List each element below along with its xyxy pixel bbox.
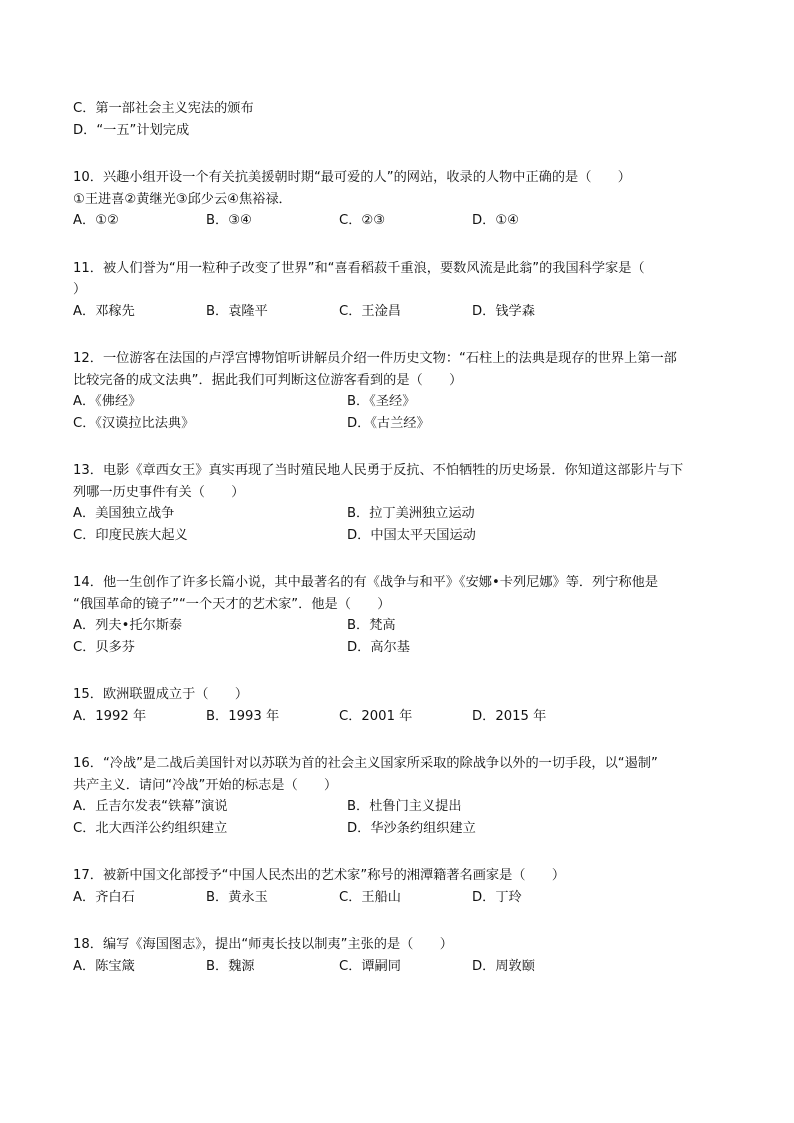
option-a: A．齐白石	[73, 889, 135, 905]
options-row	[73, 301, 733, 323]
exam-page	[73, 98, 733, 977]
option-c: C．《汉谟拉比法典》	[73, 415, 195, 431]
options-row	[73, 796, 733, 818]
option-b: B．袁隆平	[206, 303, 268, 319]
option-b: B．《圣经》	[347, 394, 416, 409]
option-d: D．华沙条约组织建立	[347, 820, 476, 836]
option-d: D．周敦颐	[472, 958, 535, 974]
options-row	[73, 818, 733, 840]
option-b: B．拉丁美洲独立运动	[347, 506, 475, 521]
option-b: B．梵高	[347, 618, 396, 633]
question-text: 18．编写《海国图志》，提出“师夷长技以制夷”主张的是（ ）	[73, 937, 453, 952]
option-d: D．“一五”计划完成	[73, 122, 190, 138]
question-text: 10．兴趣小组开设一个有关抗美援朝时期“最可爱的人”的网站，收录的人物中正确的是（ ）	[73, 170, 631, 185]
option-b: B．杜鲁门主义提出	[347, 799, 462, 814]
question-text: 共产主义．请问“冷战”开始的标志是（ ）	[73, 777, 338, 793]
options-row	[73, 706, 733, 728]
option-d: D．①④	[472, 213, 519, 228]
question-10	[73, 167, 733, 232]
question-text: ）	[73, 282, 87, 297]
option-c: C．王船山	[339, 889, 401, 905]
question-13	[73, 460, 733, 546]
question-9-tail	[73, 98, 733, 141]
option-a: A．列夫•托尔斯泰	[73, 618, 183, 633]
option-a: A．丘吉尔发表“铁幕”演说	[73, 799, 228, 814]
options-row	[73, 956, 733, 978]
options-row	[73, 391, 733, 413]
option-b: B．1993 年	[206, 708, 280, 724]
option-a: A．邓稼先	[73, 303, 135, 319]
question-15	[73, 684, 733, 727]
question-18	[73, 934, 733, 977]
option-c: C．印度民族大起义	[73, 527, 188, 543]
question-14	[73, 572, 733, 658]
option-c: C．2001 年	[339, 708, 413, 724]
option-a: A．美国独立战争	[73, 506, 175, 521]
option-c: C．②③	[339, 213, 386, 228]
option-d: D．高尔基	[347, 639, 410, 655]
question-12	[73, 348, 733, 434]
question-text: 13．电影《章西女王》真实再现了当时殖民地人民勇于反抗、不怕牺牲的历史场景．你知道这部影片与下	[73, 463, 684, 478]
question-text: ①王进喜②黄继光③邱少云④焦裕禄．	[73, 191, 292, 207]
option-b: B．黄永玉	[206, 889, 268, 905]
options-row	[73, 637, 733, 659]
question-text: 12．一位游客在法国的卢浮宫博物馆听讲解员介绍一件历史文物：“石柱上的法典是现存的世界上第一部	[73, 351, 677, 366]
option-c: C．王淦昌	[339, 303, 401, 319]
option-b: B．③④	[206, 213, 252, 228]
options-row	[73, 210, 733, 232]
option-d: D．丁玲	[472, 889, 522, 905]
question-text: 列哪一历史事件有关（ ）	[73, 484, 245, 500]
option-a: A．《佛经》	[73, 394, 142, 409]
options-row	[73, 887, 733, 909]
question-17	[73, 865, 733, 908]
question-text: “俄国革命的镜子”“一个天才的艺术家”．他是（ ）	[73, 596, 391, 612]
options-row	[73, 615, 733, 637]
option-a: A．陈宝箴	[73, 958, 135, 974]
option-d: D．钱学森	[472, 303, 535, 319]
question-text: 16．“冷战”是二战后美国针对以苏联为首的社会主义国家所采取的除战争以外的一切手段，以“遏制”	[73, 756, 658, 771]
options-row	[73, 525, 733, 547]
question-text: 14．他一生创作了许多长篇小说，其中最著名的有《战争与和平》《安娜•卡列尼娜》等．列宁称他是	[73, 575, 659, 590]
option-d: D．中国太平天国运动	[347, 527, 476, 543]
question-text: 比较完备的成文法典”．据此我们可判断这位游客看到的是（ ）	[73, 372, 463, 388]
options-row	[73, 503, 733, 525]
option-d: D．《古兰经》	[347, 415, 430, 431]
question-text: 17．被新中国文化部授予“中国人民杰出的艺术家”称号的湘潭籍著名画家是（ ）	[73, 868, 566, 883]
option-a: A．1992 年	[73, 708, 147, 724]
option-d: D．2015 年	[472, 708, 547, 724]
option-c: C．谭嗣同	[339, 958, 401, 974]
option-b: B．魏源	[206, 958, 255, 974]
options-row	[73, 413, 733, 435]
question-text: 11．被人们誉为“用一粒种子改变了世界”和“喜看稻菽千重浪，要数风流是此翁”的我国科学家是（	[73, 260, 645, 276]
option-c: C．北大西洋公约组织建立	[73, 820, 228, 836]
option-a: A．①②	[73, 213, 119, 228]
option-c: C．贝多芬	[73, 639, 135, 655]
question-11	[73, 258, 733, 323]
question-16	[73, 753, 733, 839]
question-text: 15．欧洲联盟成立于（ ）	[73, 687, 249, 702]
option-c: C．第一部社会主义宪法的颁布	[73, 101, 254, 116]
